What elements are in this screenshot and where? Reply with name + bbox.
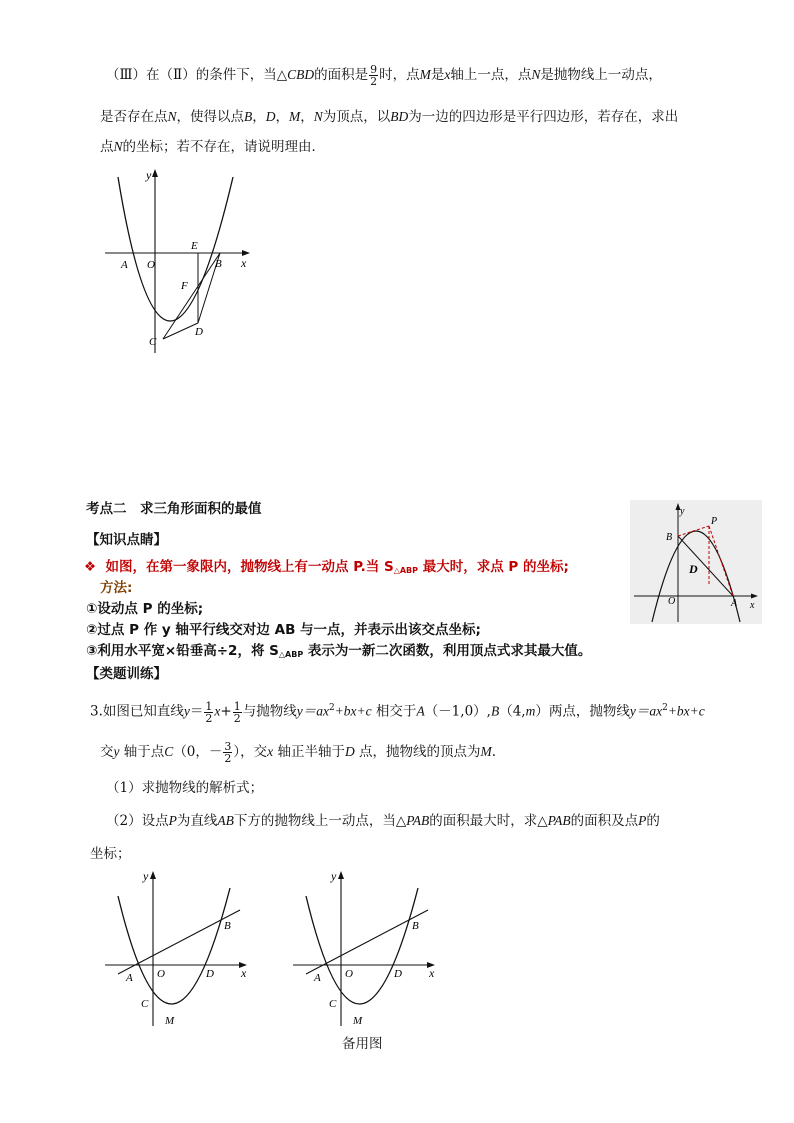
parabola-curve	[118, 888, 230, 1004]
diamond-bullet-icon: ❖	[84, 559, 97, 575]
part3-line-3: 点N的坐标；若不存在，请说明理由．	[100, 139, 326, 155]
label-c: C	[149, 336, 157, 348]
method-step-2: ②过点 P 作 y 轴平行线交对边 AB 与一点，并表示出该交点坐标;	[86, 622, 481, 638]
line-ab	[118, 910, 240, 974]
label-x: x	[429, 966, 435, 980]
label-b: B	[412, 920, 419, 932]
label-d: D	[689, 562, 698, 576]
label-o: O	[668, 596, 676, 607]
q3-line-1: 3.如图已知直线y＝ $\frac{1}{2}$ x+ $\frac{1}{2}$ 与抛物线$y=ax^2+bx+c$ 相交于A（－1,0）,B（4,m）两点，抛物线$y=ax^2+bx+c$	[90, 699, 705, 725]
label-x: x	[750, 600, 755, 611]
label-a: A	[314, 972, 321, 984]
label-a: A	[121, 259, 128, 271]
method-label: 方法:	[100, 580, 133, 596]
label-y: y	[146, 168, 152, 182]
label-d: D	[195, 326, 203, 338]
label-c: C	[329, 998, 337, 1010]
label-m: M	[353, 1015, 363, 1027]
label-y: y	[331, 869, 337, 883]
parabola-curve	[118, 177, 233, 321]
q3-sub2-line-1: （2）设点P为直线AB下方的抛物线上一动点，当△PAB的面积最大时，求△PAB的面积及点P的	[106, 813, 660, 829]
part3-line-2: 是否存在点N，使得以点B，D，M，N为顶点，以BD为一边的四边形是平行四边形，若存在，求出	[100, 109, 679, 125]
label-b: B	[666, 532, 673, 543]
q3-line-2: 交y 轴于点C（0，－ $\frac{3}{2}$ ），交x 轴正半轴于D 点，抛物线的顶点为M.	[100, 740, 497, 765]
example-line: ❖ 如图，在第一象限内，抛物线上有一动点 P.当 $S_{\triangle ABP}$ 最大时，求点 P 的坐标;	[84, 559, 569, 575]
figure-q3-main	[100, 866, 260, 1031]
label-p: P	[711, 516, 718, 527]
parabola-curve	[306, 888, 418, 1004]
label-d: D	[206, 968, 214, 980]
label-m: M	[165, 1015, 175, 1027]
method-step-3: ③利用水平宽×铅垂高÷2，将 $S_{\triangle ABP}$ 表示为一新二次函数，利用顶点式求其最大值。	[86, 643, 592, 659]
q3-sub1: （1）求抛物线的解析式；	[106, 780, 264, 796]
training-heading: 【类题训练】	[86, 666, 167, 682]
y-axis-arrow	[150, 871, 156, 879]
knowledge-heading: 【知识点睛】	[86, 532, 167, 548]
q3-sub2-line-2: 坐标；	[90, 846, 131, 862]
label-f: F	[181, 280, 188, 292]
label-o: O	[147, 259, 155, 271]
backup-figure-caption: 备用图	[342, 1036, 383, 1052]
figure-triangle-abp	[630, 500, 762, 624]
label-c: C	[141, 998, 149, 1010]
figure-q3-backup	[288, 866, 448, 1031]
label-x: x	[241, 256, 247, 270]
label-b: B	[215, 258, 222, 270]
part3-line-1: （Ⅲ）在（Ⅱ）的条件下，当△CBD的面积是 $\frac{9}{2}$ 时，点M是x轴上一点，点N是抛物线上一动点，	[106, 63, 662, 88]
label-y: y	[680, 506, 685, 517]
label-d: D	[394, 968, 402, 980]
label-o: O	[345, 968, 353, 980]
label-y: y	[143, 869, 149, 883]
label-e: E	[191, 240, 198, 252]
label-b: B	[224, 920, 231, 932]
section-title: 考点二 求三角形面积的最值	[86, 501, 262, 517]
label-a: A	[126, 972, 133, 984]
y-axis-arrow	[152, 169, 158, 177]
y-axis-arrow	[338, 871, 344, 879]
label-o: O	[157, 968, 165, 980]
fraction-nine-halves: $\frac{9}{2}$	[370, 63, 378, 88]
label-a: A	[731, 598, 738, 609]
line-ab	[306, 910, 428, 974]
figure-parabola-cbd	[100, 165, 260, 355]
method-step-1: ①设动点 P 的坐标;	[86, 601, 204, 617]
label-x: x	[241, 966, 247, 980]
